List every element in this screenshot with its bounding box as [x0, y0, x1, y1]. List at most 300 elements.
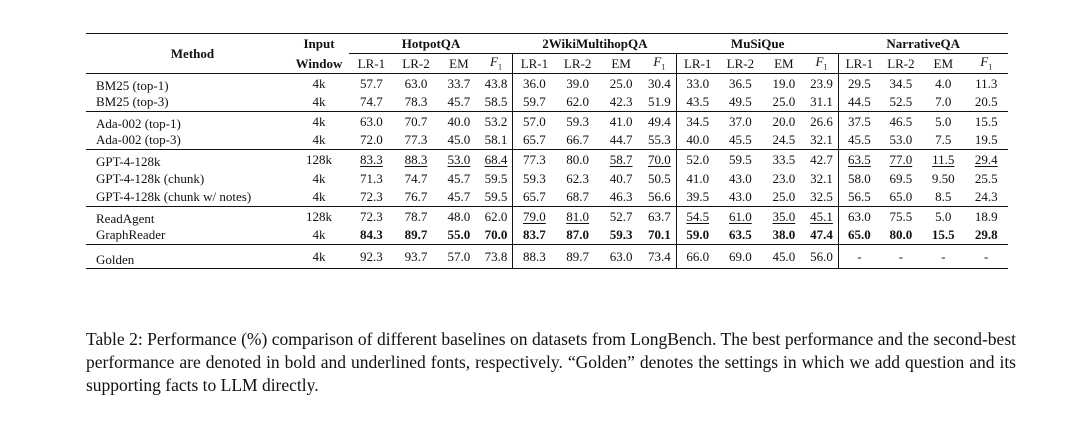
value-text: 32.1	[810, 170, 833, 186]
value-text: 73.8	[484, 249, 508, 264]
value-cell	[349, 131, 394, 150]
value-cell	[964, 131, 1008, 150]
table-row	[86, 169, 1008, 188]
value-text: 25.0	[772, 94, 796, 110]
value-text: 37.5	[847, 113, 871, 129]
value-text: 23.0	[772, 170, 796, 186]
value-cell	[555, 245, 600, 269]
method-header: Method	[86, 34, 289, 74]
value-text: 40.0	[686, 132, 710, 148]
value-cell	[513, 226, 555, 245]
method-cell: BM25 (top-3)	[96, 94, 169, 110]
value-cell	[838, 226, 879, 245]
value-cell	[394, 169, 439, 188]
value-text: 51.9	[647, 94, 671, 110]
metric-header	[964, 54, 1008, 74]
value-cell	[964, 169, 1008, 188]
metric-header-f1-sub: 1	[823, 62, 828, 72]
value-text: 55.3	[647, 132, 671, 148]
value-cell	[513, 112, 555, 131]
value-cell	[964, 226, 1008, 245]
window-cell: 4k	[312, 132, 326, 148]
value-cell	[642, 93, 677, 112]
value-text: 63.5	[729, 227, 752, 243]
value-cell	[555, 226, 600, 245]
window-cell: 4k	[312, 170, 326, 186]
value-text: 73.4	[647, 249, 671, 264]
value-cell	[394, 74, 439, 93]
value-text: 34.5	[889, 75, 913, 91]
value-cell	[480, 226, 513, 245]
value-text: -	[898, 249, 904, 264]
value-cell	[677, 112, 718, 131]
metric-header: LR-2	[887, 56, 915, 71]
value-text: 45.1	[810, 208, 833, 224]
value-cell	[838, 188, 879, 207]
value-text: 19.5	[974, 132, 998, 148]
method-cell: BM25 (top-1)	[86, 74, 289, 93]
value-cell	[600, 93, 642, 112]
value-text: 49.4	[647, 113, 671, 129]
value-text: 11.3	[975, 75, 998, 91]
value-text: 32.5	[810, 189, 833, 205]
value-text: 38.0	[772, 227, 796, 243]
value-text: 29.8	[974, 227, 998, 243]
value-cell	[642, 131, 677, 150]
value-cell	[513, 93, 555, 112]
value-text: 24.5	[772, 132, 796, 148]
window-cell: 4k	[289, 245, 349, 269]
value-text: 63.7	[647, 208, 671, 224]
value-text: 77.0	[889, 151, 913, 167]
value-cell	[480, 150, 513, 169]
value-text: 33.0	[686, 75, 710, 91]
value-text: 92.3	[360, 249, 383, 264]
value-text: 58.5	[484, 94, 508, 110]
value-cell	[480, 169, 513, 188]
value-text: 58.0	[847, 170, 871, 186]
value-text: 33.7	[447, 75, 471, 91]
value-text: 30.4	[647, 75, 671, 91]
value-text: 57.0	[523, 113, 546, 129]
value-text: 49.5	[729, 94, 752, 110]
value-text: 4.0	[935, 75, 952, 91]
value-text: 65.0	[889, 189, 913, 205]
value-text: 25.5	[974, 170, 998, 186]
value-text: 63.0	[404, 75, 428, 91]
value-text: 72.0	[360, 132, 383, 148]
value-cell	[394, 93, 439, 112]
metric-header: LR-1	[357, 56, 386, 71]
value-text: 45.7	[447, 170, 471, 186]
value-cell	[600, 207, 642, 226]
value-text: 29.5	[847, 75, 871, 91]
value-text: 71.3	[360, 170, 383, 186]
metric-header-f1-sub: 1	[661, 62, 666, 72]
value-cell	[438, 112, 479, 131]
value-text: 62.0	[566, 94, 590, 110]
value-text: 78.7	[404, 208, 428, 224]
value-text: 70.7	[404, 113, 428, 129]
value-text: 81.0	[566, 208, 590, 224]
value-cell	[349, 226, 394, 245]
value-text: 42.3	[609, 94, 633, 110]
method-cell: GPT-4-128k	[86, 150, 289, 169]
value-cell	[838, 150, 879, 169]
value-text: 11.5	[932, 151, 955, 167]
value-text: 68.4	[484, 151, 508, 167]
value-text: 65.7	[523, 189, 546, 205]
value-cell	[600, 226, 642, 245]
table-row	[86, 188, 1008, 207]
value-cell	[513, 207, 555, 226]
metric-header: LR-1	[513, 54, 555, 74]
value-cell	[480, 74, 513, 93]
value-cell	[438, 169, 479, 188]
value-text: 44.5	[847, 94, 871, 110]
value-cell	[642, 207, 677, 226]
value-cell	[880, 169, 922, 188]
value-text: 63.5	[847, 151, 871, 167]
value-cell	[600, 169, 642, 188]
value-cell	[922, 131, 964, 150]
value-cell	[805, 150, 838, 169]
value-cell	[677, 188, 718, 207]
value-text: 58.1	[484, 132, 508, 148]
table-row	[86, 131, 1008, 150]
value-text: 45.5	[729, 132, 752, 148]
metric-header	[642, 54, 677, 74]
value-cell	[805, 169, 838, 188]
value-cell	[838, 112, 879, 131]
value-text: 59.3	[566, 113, 590, 129]
value-cell	[438, 207, 479, 226]
value-cell	[718, 150, 763, 169]
value-cell	[763, 150, 805, 169]
value-text: 19.0	[772, 75, 796, 91]
value-cell	[838, 131, 879, 150]
value-text: 37.0	[729, 113, 752, 129]
value-cell	[513, 131, 555, 150]
value-text: 23.9	[810, 75, 833, 91]
value-cell	[922, 112, 964, 131]
value-cell	[438, 188, 479, 207]
window-cell: 4k	[289, 74, 349, 93]
value-text: 87.0	[566, 227, 590, 243]
table-row	[86, 226, 1008, 245]
value-text: 74.7	[360, 94, 383, 110]
value-text: 70.1	[647, 227, 671, 243]
value-text: 5.0	[935, 113, 952, 129]
value-cell	[677, 226, 718, 245]
value-text: 48.0	[447, 208, 471, 224]
value-text: 45.0	[772, 249, 796, 264]
value-cell	[880, 74, 922, 93]
table-row	[86, 150, 1008, 169]
value-cell	[922, 169, 964, 188]
value-text: 57.0	[447, 249, 471, 264]
value-text: 77.3	[523, 151, 546, 167]
metric-header	[805, 54, 838, 74]
value-cell	[922, 188, 964, 207]
value-cell	[555, 131, 600, 150]
value-text: -	[984, 249, 989, 264]
value-text: 88.3	[404, 151, 428, 167]
metric-header: EM	[611, 56, 631, 71]
value-text: 62.3	[566, 170, 590, 186]
value-cell	[763, 131, 805, 150]
metric-header-f1: F	[490, 54, 498, 70]
table-caption: Table 2: Performance (%) comparison of different baselines on datasets from LongBench. The best performance and the second-best performance are denoted in bold and underlined fonts, respectively. “Golden” denotes the settings in which we add question and its supporting facts to LLM directly.	[86, 329, 1016, 395]
value-cell	[964, 150, 1008, 169]
value-text: 68.7	[566, 189, 590, 205]
window-cell: 4k	[312, 189, 326, 205]
value-cell	[964, 245, 1008, 269]
value-cell	[763, 169, 805, 188]
value-cell	[642, 150, 677, 169]
value-cell	[805, 245, 838, 269]
window-cell: 128k	[289, 150, 349, 169]
value-text: 40.0	[447, 113, 471, 129]
value-text: 72.3	[360, 208, 383, 224]
value-text: 59.5	[484, 170, 508, 186]
metric-header-f1: F	[815, 54, 824, 70]
value-text: 62.0	[484, 208, 508, 224]
value-cell	[438, 150, 479, 169]
value-cell	[922, 226, 964, 245]
value-cell	[964, 74, 1008, 93]
value-cell	[480, 112, 513, 131]
value-text: 66.7	[566, 132, 590, 148]
value-text: 59.7	[523, 94, 546, 110]
metric-header: EM	[933, 56, 954, 71]
value-cell	[922, 150, 964, 169]
value-cell	[513, 188, 555, 207]
value-text: 69.0	[729, 249, 752, 264]
table-row	[86, 74, 1008, 93]
value-cell	[555, 207, 600, 226]
value-text: 42.7	[810, 151, 833, 167]
input-header-line2: Window	[295, 55, 343, 71]
method-cell: ReadAgent	[86, 207, 289, 226]
value-cell	[838, 169, 879, 188]
value-cell	[349, 207, 394, 226]
value-text: 46.3	[609, 189, 633, 205]
group-header: 2WikiMultihopQA	[513, 34, 677, 54]
value-cell	[394, 112, 439, 131]
value-text: 7.5	[935, 132, 952, 148]
value-cell	[642, 169, 677, 188]
value-cell	[880, 207, 922, 226]
value-cell	[964, 188, 1008, 207]
value-cell	[349, 245, 394, 269]
value-cell	[922, 93, 964, 112]
value-text: 59.3	[609, 227, 633, 243]
value-cell	[838, 93, 879, 112]
value-cell	[642, 245, 677, 269]
table-row	[86, 207, 1008, 226]
value-text: 36.5	[729, 75, 752, 91]
value-text: 70.0	[647, 151, 671, 167]
value-text: 31.1	[810, 94, 833, 110]
value-cell	[438, 74, 479, 93]
value-text: 15.5	[974, 113, 998, 129]
value-text: 84.3	[360, 227, 383, 243]
value-text: 26.6	[810, 113, 833, 129]
value-cell	[838, 207, 879, 226]
value-cell	[438, 93, 479, 112]
value-cell	[718, 188, 763, 207]
table-row	[86, 245, 1008, 269]
value-cell	[349, 112, 394, 131]
value-text: 63.0	[609, 249, 633, 264]
window-cell: 4k	[312, 227, 326, 243]
value-text: 44.7	[609, 132, 633, 148]
value-cell	[677, 169, 718, 188]
value-text: 69.5	[889, 170, 913, 186]
method-cell: Ada-002 (top-1)	[86, 112, 289, 131]
value-text: 74.7	[404, 170, 428, 186]
value-text: 70.0	[484, 227, 508, 243]
value-text: 63.0	[847, 208, 871, 224]
value-text: 89.7	[404, 227, 428, 243]
value-cell	[763, 112, 805, 131]
value-cell	[394, 226, 439, 245]
value-text: 34.5	[686, 113, 710, 129]
value-text: 40.7	[609, 170, 633, 186]
value-text: 89.7	[566, 249, 590, 264]
value-text: 55.0	[447, 227, 471, 243]
value-text: 45.7	[447, 94, 471, 110]
value-cell	[838, 245, 879, 269]
value-cell	[394, 150, 439, 169]
value-cell	[763, 74, 805, 93]
value-cell	[677, 93, 718, 112]
value-cell	[600, 245, 642, 269]
value-cell	[718, 131, 763, 150]
table-row	[86, 93, 1008, 112]
value-cell	[394, 207, 439, 226]
value-text: 35.0	[772, 208, 796, 224]
value-cell	[677, 131, 718, 150]
value-text: 72.3	[360, 189, 383, 205]
value-cell	[880, 150, 922, 169]
value-text: 56.5	[847, 189, 871, 205]
value-text: 5.0	[935, 208, 952, 224]
value-text: 41.0	[609, 113, 633, 129]
value-text: 66.0	[686, 249, 710, 264]
value-cell	[555, 74, 600, 93]
value-text: 45.0	[447, 132, 471, 148]
metric-header	[480, 54, 513, 74]
value-cell	[880, 188, 922, 207]
value-cell	[438, 226, 479, 245]
value-cell	[642, 74, 677, 93]
value-text: 20.0	[772, 113, 796, 129]
value-text: 75.5	[889, 208, 913, 224]
value-text: 83.7	[523, 227, 546, 243]
value-cell	[513, 74, 555, 93]
value-text: 77.3	[404, 132, 428, 148]
value-cell	[555, 150, 600, 169]
value-text: 54.5	[686, 208, 710, 224]
value-text: 43.5	[686, 94, 710, 110]
value-text: 93.7	[404, 249, 428, 264]
value-text: 80.0	[566, 151, 590, 167]
table-row	[86, 112, 1008, 131]
value-cell	[677, 245, 718, 269]
value-text: 20.5	[974, 94, 998, 110]
value-cell	[394, 188, 439, 207]
value-text: 39.0	[566, 75, 590, 91]
value-text: 59.3	[523, 170, 546, 186]
value-cell	[763, 207, 805, 226]
value-text: 79.0	[523, 208, 546, 224]
value-cell	[964, 112, 1008, 131]
value-text: 56.6	[647, 189, 671, 205]
metric-header: LR-2	[563, 56, 592, 71]
value-text: 52.5	[889, 94, 913, 110]
value-cell	[513, 150, 555, 169]
value-text: 25.0	[609, 75, 633, 91]
value-cell	[718, 93, 763, 112]
value-text: 53.2	[484, 113, 508, 129]
value-cell	[880, 112, 922, 131]
method-cell: GraphReader	[96, 227, 166, 243]
value-text: 45.7	[447, 189, 471, 205]
value-cell	[805, 131, 838, 150]
value-cell	[642, 188, 677, 207]
value-cell	[718, 245, 763, 269]
value-cell	[480, 131, 513, 150]
value-cell	[805, 93, 838, 112]
value-text: 53.0	[447, 151, 471, 167]
value-cell	[480, 207, 513, 226]
value-cell	[922, 245, 964, 269]
value-cell	[677, 150, 718, 169]
value-cell	[555, 169, 600, 188]
input-header-line1: Input	[289, 34, 349, 54]
value-cell	[555, 93, 600, 112]
value-text: 15.5	[931, 227, 955, 243]
metric-header: LR-2	[402, 56, 430, 71]
value-text: 25.0	[772, 189, 796, 205]
value-text: 8.5	[935, 189, 952, 205]
method-cell: Ada-002 (top-3)	[96, 132, 181, 148]
value-cell	[600, 131, 642, 150]
value-text: 24.3	[974, 189, 998, 205]
value-cell	[513, 245, 555, 269]
value-text: 9.50	[931, 170, 955, 186]
method-cell: GPT-4-128k (chunk w/ notes)	[96, 189, 252, 205]
window-cell: 4k	[289, 112, 349, 131]
value-text: 65.7	[523, 132, 546, 148]
value-cell	[805, 226, 838, 245]
value-text: 53.0	[889, 132, 913, 148]
value-cell	[922, 74, 964, 93]
value-cell	[480, 93, 513, 112]
metric-header-f1: F	[653, 54, 662, 70]
window-cell: 4k	[312, 94, 326, 110]
metric-header: LR-2	[726, 56, 755, 71]
value-cell	[438, 131, 479, 150]
value-text: 18.9	[974, 208, 998, 224]
value-text: 41.0	[686, 170, 710, 186]
value-cell	[763, 226, 805, 245]
value-cell	[600, 188, 642, 207]
window-cell: 128k	[289, 207, 349, 226]
value-cell	[718, 226, 763, 245]
